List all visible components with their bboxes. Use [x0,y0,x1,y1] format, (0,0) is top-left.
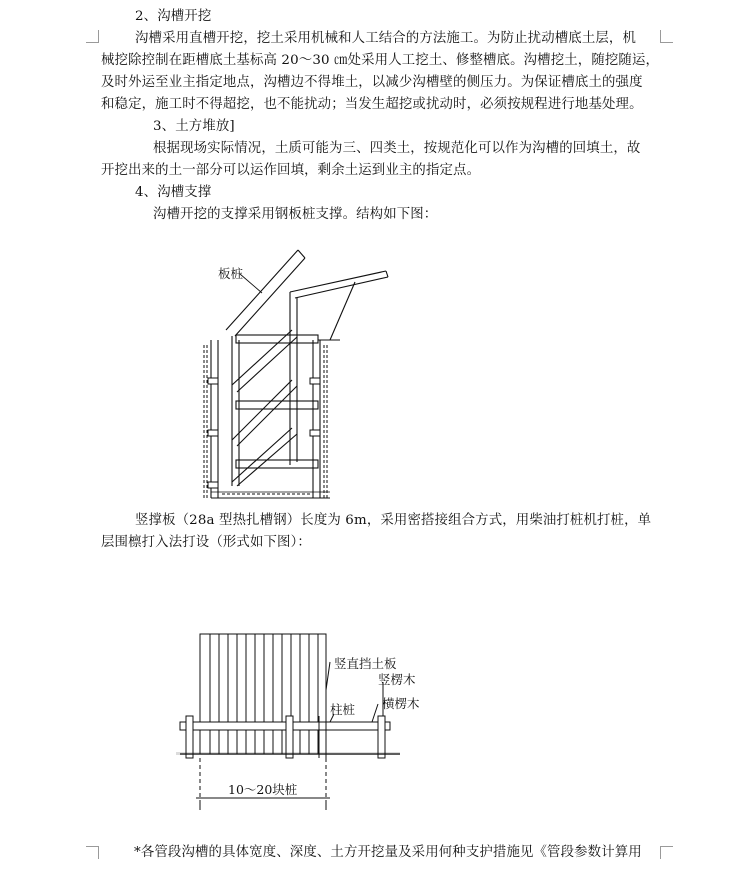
paragraph-line: 械挖除控制在距槽底土基标高 20～30 ㎝处采用人工挖土、修整槽底。沟槽挖土，随挖随运， [101,53,660,68]
page-corner-top-left [86,30,99,43]
body-text-block-2 [101,510,661,554]
dimension-label: 10～20块桩 [228,782,298,797]
body-text-block-1 [101,6,661,226]
label-sheet-pile: 板桩 [218,266,244,281]
label-vertical-board: 竖直挡土板 [334,656,397,671]
label-post-pile: 柱桩 [330,702,356,717]
paragraph-line: 沟槽采用直槽开挖，挖土采用机械和人工结合的方法施工。为防止扰动槽底土层，机 [135,31,637,46]
paragraph-line: 根据现场实际情况，土质可能为三、四类土，按规范化可以作为沟槽的回填土，故 [153,141,641,156]
page-corner-top-right [660,30,673,43]
paragraph-line: 开挖出来的土一部分可以运作回填，剩余土运到业主的指定点。 [101,163,481,178]
paragraph-line: 和稳定，施工时不得超挖，也不能扰动；当发生超挖或扰动时，必须按规程进行地基处理。 [101,97,643,112]
paragraph-line: 及时外运至业主指定地点，沟槽边不得堆土，以减少沟槽壁的侧压力。为保证槽底土的强度 [101,75,643,90]
paragraph-line: 层围檩打入法打设（形式如下图）： [101,535,311,550]
label-vertical-waling: 竖楞木 [378,672,416,687]
section-3-heading: 3、土方堆放] [153,119,235,134]
paragraph-line: 竖撑板（28a 型热扎槽钢）长度为 6m，采用密搭接组合方式，用柴油打桩机打桩，单 [135,513,652,528]
footer-note [134,842,694,864]
label-horizontal-waling: 横楞木 [382,696,420,711]
footer-note-line: *各管段沟槽的具体宽度、深度、土方开挖量及采用何种支护措施见《管段参数计算用 [134,845,642,860]
paragraph-line: 沟槽开挖的支撑采用钢板桩支撑。结构如下图： [153,207,438,222]
section-4-heading: 4、沟槽支撑 [135,185,212,200]
page-corner-bottom-left [86,846,99,859]
section-2-heading: 2、沟槽开挖 [135,9,212,24]
